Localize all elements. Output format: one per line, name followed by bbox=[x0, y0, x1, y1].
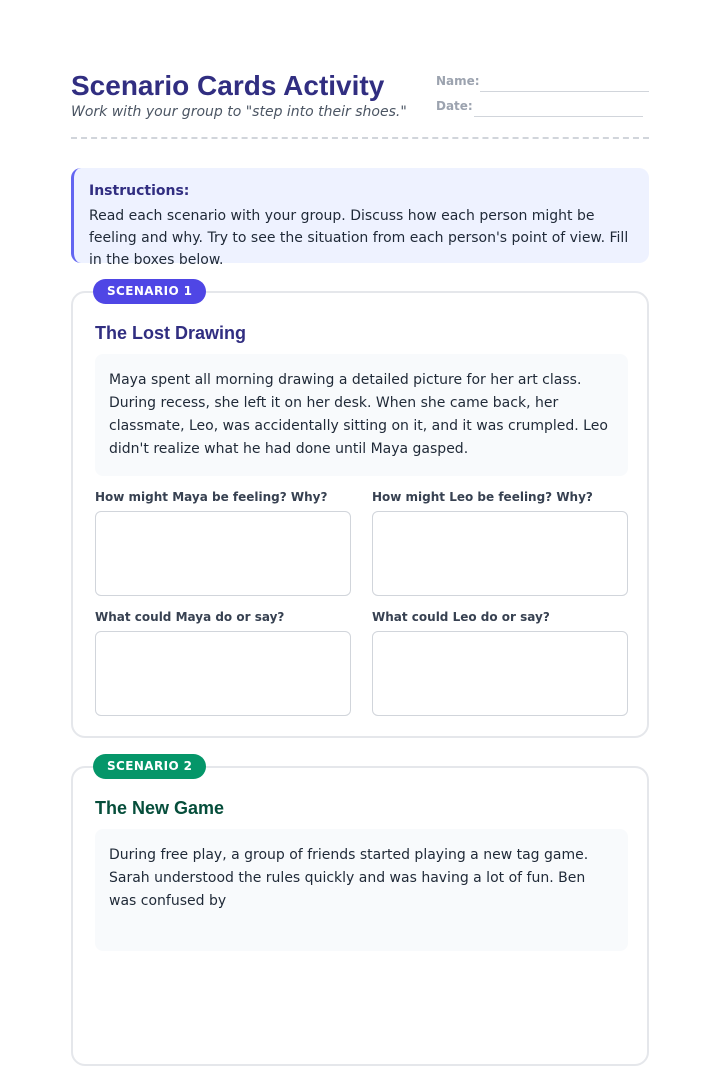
question-maya-feeling: How might Maya be feeling? Why? bbox=[95, 490, 328, 504]
scenario-1-badge: SCENARIO 1 bbox=[93, 279, 206, 304]
worksheet-page bbox=[71, 0, 649, 909]
name-line[interactable] bbox=[480, 91, 649, 92]
date-field bbox=[436, 97, 649, 117]
question-maya-action: What could Maya do or say? bbox=[95, 610, 285, 624]
question-leo-action: What could Leo do or say? bbox=[372, 610, 550, 624]
answer-box-maya-feeling[interactable] bbox=[95, 511, 351, 596]
instructions-text: Read each scenario with your group. Discuss how each person might be feeling and why. Try to see the situation from each person's point of view. Fill in the boxes below. bbox=[89, 208, 629, 268]
page-subtitle: Work with your group to "step into their shoes." bbox=[71, 104, 407, 120]
question-leo-feeling: How might Leo be feeling? Why? bbox=[372, 490, 593, 504]
answer-box-leo-action[interactable] bbox=[372, 631, 628, 716]
name-field bbox=[436, 72, 649, 92]
date-label: Date: bbox=[436, 99, 473, 113]
answer-box-leo-feeling[interactable] bbox=[372, 511, 628, 596]
name-label: Name: bbox=[436, 74, 480, 88]
scenario-2-badge: SCENARIO 2 bbox=[93, 754, 206, 779]
scenario-1-title: The Lost Drawing bbox=[95, 323, 247, 343]
date-line[interactable] bbox=[474, 116, 643, 117]
scenario-2-title: The New Game bbox=[95, 798, 225, 818]
header-divider bbox=[71, 137, 649, 139]
page-title: Scenario Cards Activity bbox=[71, 70, 385, 101]
scenario-card-1 bbox=[71, 291, 649, 738]
scenario-1-text: Maya spent all morning drawing a detailed picture for her art class. During recess, she left it on her desk. When she came back, her classmate, Leo, was accidentally sitting on it, and it was crumpled. Leo didn't realize what he had done until Maya gasped. bbox=[95, 354, 628, 476]
answer-box-maya-action[interactable] bbox=[95, 631, 351, 716]
scenario-card-2 bbox=[71, 766, 649, 1066]
instructions-panel bbox=[71, 168, 649, 268]
instructions-title: Instructions: bbox=[89, 183, 190, 199]
scenario-2-text: During free play, a group of friends started playing a new tag game. Sarah understood the rules quickly and was having a lot of fun. Ben was confused by bbox=[95, 829, 628, 951]
